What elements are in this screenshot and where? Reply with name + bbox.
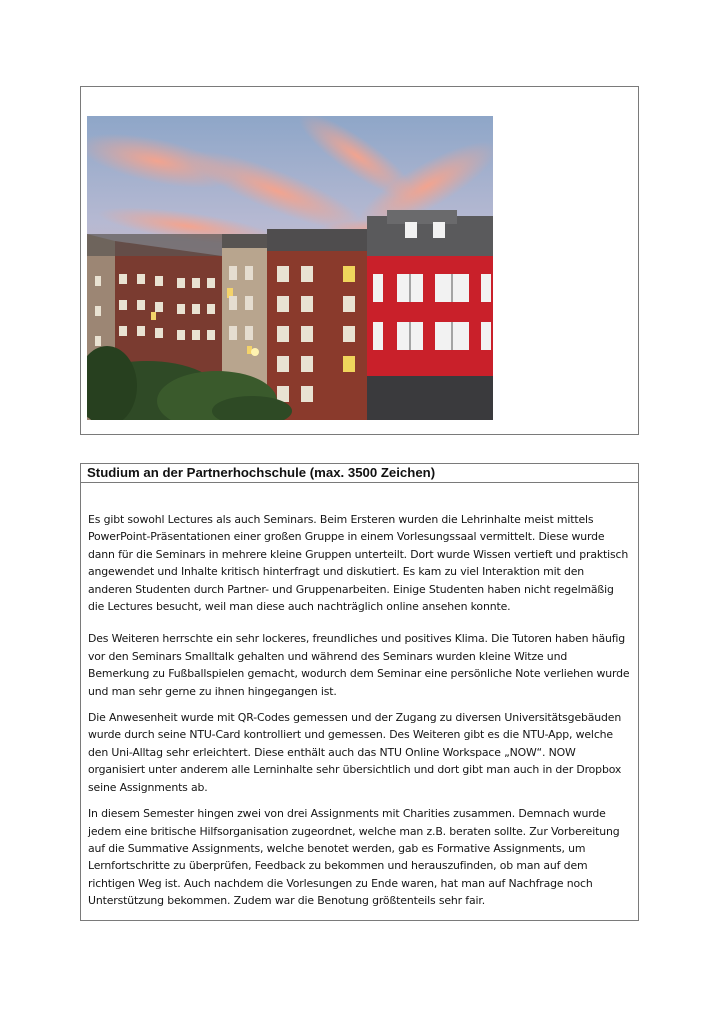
photo-frame xyxy=(80,86,639,435)
paragraph-climate: Des Weiteren herrschte ein sehr lockeres, freundliches und positives Klima. Die Tutoren haben häufig vor den Seminars Smalltalk gehalten und während des Seminars wurden kleine Witze und Bemerkung zu Fußballspielen gemacht, wodurch dem Seminar eine persönliche Note verliehen wurde und man sehr gerne zu ihnen hingegangen ist. xyxy=(88,632,630,698)
paragraph-attendance: Die Anwesenheit wurde mit QR-Codes gemessen und der Zugang zu diversen Universitätsgebäuden wurde durch seine NTU-Card kontrolliert und gemessen. Des Weiteren gibt es die NTU-App, welche den Uni-Alltag sehr erleichtert. Diese enthält auch das NTU Online Workspace „NOW“. NOW organisiert unter anderem alle Lerninhalte sehr übersichtlich und dort gibt man auch in der Dropbox seine Assignments ab. xyxy=(88,711,622,794)
section-body xyxy=(81,483,638,910)
paragraph-assignments: In diesem Semester hingen zwei von drei Assignments mit Charities zusammen. Demnach wurde jedem eine britische Hilfsorganisation zugeordnet, welche man z.B. beraten sollte. Zur Vorbereitung auf die Summative Assignments, welche benotet werden, gab es Formative Assignments, um Lernfortschritte zu überprüfen, Feedback zu bekommen und herauszufinden, ob man auf dem richtigen Weg ist. Auch nachdem die Vorlesungen zu Ende waren, hat man auf Nachfrage noch Unterstützung bekommen. Zudem war die Benotung größtenteils sehr fair. xyxy=(88,807,620,908)
campus-building-photo xyxy=(87,116,493,420)
paragraph-lectures: Es gibt sowohl Lectures als auch Seminars. Beim Ersteren wurden die Lehrinhalte meist mittels PowerPoint-Präsentationen einer großen Gruppe in einem Vorlesungssaal vermittelt. Diese wurde dann für die Seminars in mehrere kleine Gruppen unterteilt. Dort wurde Wissen vertieft und praktisch angewendet und Inhalte kritisch hinterfragt und diskutiert. Es kam zu viel Interaktion mit den anderen Studenten durch Partner- und Gruppenarbeiten. Einige Studenten haben nicht regelmäßig die Lectures besucht, weil man diese auch nachträglich online ansehen konnte. xyxy=(88,513,629,614)
section-heading: Studium an der Partnerhochschule (max. 3500 Zeichen) xyxy=(81,464,638,483)
study-section-box xyxy=(80,463,639,921)
campus-building-illustration xyxy=(87,116,493,420)
